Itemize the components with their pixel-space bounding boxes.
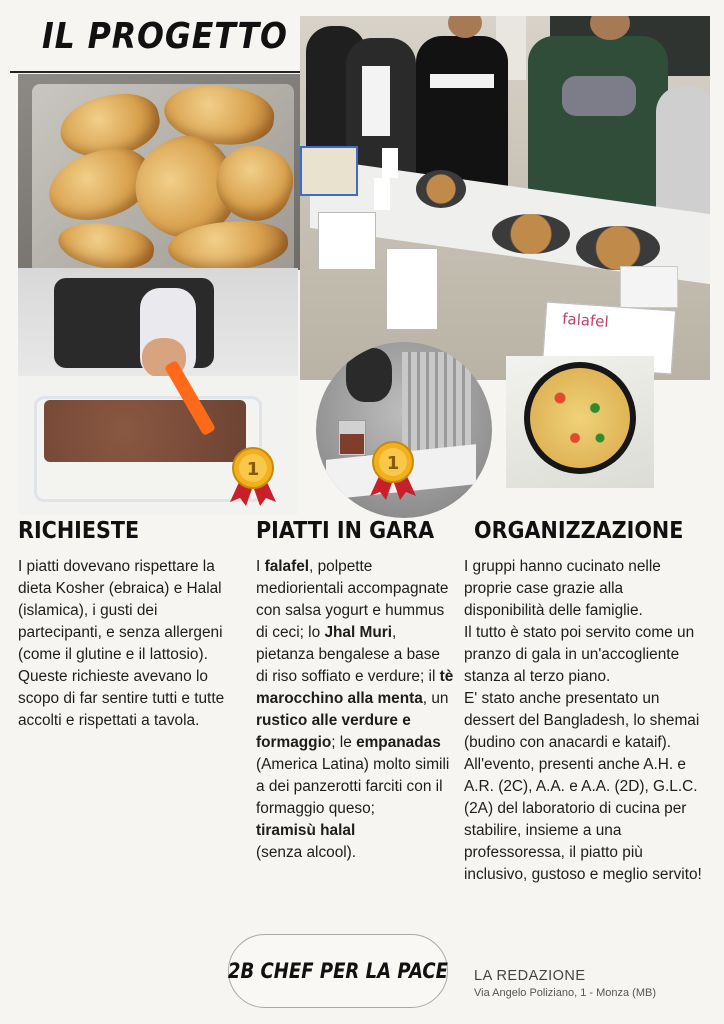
jacket-stripe [430, 74, 494, 88]
dish-falafel: falafel [264, 558, 310, 575]
dish-empanadas: empanadas [356, 734, 441, 751]
org-paragraph-1: I gruppi hanno cucinato nelle proprie case grazie alla disponibilità delle famiglie. [464, 558, 661, 619]
gold-medal-icon [366, 440, 420, 500]
address: Via Angelo Poliziano, 1 - Monza (MB) [474, 987, 656, 999]
piatti-text-1: I [256, 558, 265, 575]
dish-jhal-muri: Jhal Muri [324, 624, 392, 641]
piatti-text [256, 556, 456, 864]
piatti-text-4: , un [422, 690, 449, 707]
cup [374, 178, 390, 210]
redazione-label: LA REDAZIONE [474, 968, 586, 984]
cup [382, 148, 398, 178]
organizzazione-text [464, 556, 704, 886]
badge-label: 2B CHEF PER LA PACE [227, 959, 449, 983]
empanadas-photo [18, 74, 300, 270]
piatti-paragraph [256, 556, 456, 864]
heading-organizzazione: ORGANIZZAZIONE [474, 518, 684, 544]
dish-te-marocchino: tè marocchino alla menta [256, 668, 454, 707]
dish-rustico: rustico alle verdure e formaggio [256, 712, 411, 751]
medal-number: 1 [386, 453, 400, 474]
piatti-text-2: , polpette mediorientali accompagnate con salsa yogurt e hummus di ceci; lo [256, 558, 449, 641]
heading-richieste: RICHIESTE [18, 518, 140, 544]
hoodie-print [562, 76, 636, 116]
jhal-muri-photo [506, 356, 654, 488]
richieste-paragraph: I piatti dovevano rispettare la dieta Kosher (ebraica) e Halal (islamica), i gusti dei partecipanti, e senza allergeni (come il glutine e il lattosio). Queste richieste avevano lo scopo di far sentire tutti e tutte accolti e rispettati a tavola. [18, 558, 225, 729]
org-paragraph-3: E' stato anche presentato un dessert del Bangladesh, lo shemai (budino con anacardi e kataif). [464, 690, 700, 751]
tiramisu [44, 400, 246, 462]
student-head [448, 16, 482, 38]
project-badge [228, 934, 448, 1008]
medal-number: 1 [246, 459, 260, 480]
poster [386, 248, 438, 330]
piatti-text-6: (America Latina) molto simili a dei panzerotti farciti con il formaggio queso; [256, 756, 450, 817]
falafel-sign: falafel [542, 302, 676, 375]
org-paragraph-4: All'evento, presenti anche A.H. e A.R. (2C), A.A. e A.A. (2D), G.L.C. (2A) del laboratorio di cucina per stabilire, insieme a una professoressa, il piatto più inclusivo, gustoso e meglio servito! [464, 756, 702, 883]
tea [340, 434, 364, 454]
classroom-photo [300, 16, 710, 380]
richieste-text [18, 556, 242, 732]
poster [318, 212, 376, 270]
page-title: IL PROGETTO [42, 16, 288, 57]
falafel-plate [576, 226, 660, 270]
piatti-text-3: , pietanza bengalese a base di riso soffiato e verdure; il [256, 624, 440, 685]
teapot [346, 348, 392, 402]
dish-tiramisu-halal: tiramisù halal [256, 822, 356, 839]
food-container [300, 146, 358, 196]
t-shirt [362, 66, 390, 136]
piatti-text-7: (senza alcool). [256, 844, 357, 861]
title-divider [10, 71, 300, 73]
falafel-plate [492, 214, 570, 254]
snack-bowl [416, 170, 466, 208]
jhal-muri [530, 368, 630, 468]
org-paragraph-2: Il tutto è stato poi servito come un pranzo di gala in un'accogliente stanza al terzo piano. [464, 624, 695, 685]
piatti-text-5: ; le [331, 734, 357, 751]
gold-medal-icon [226, 446, 280, 506]
heading-piatti-in-gara: PIATTI IN GARA [256, 518, 435, 544]
container [620, 266, 678, 308]
